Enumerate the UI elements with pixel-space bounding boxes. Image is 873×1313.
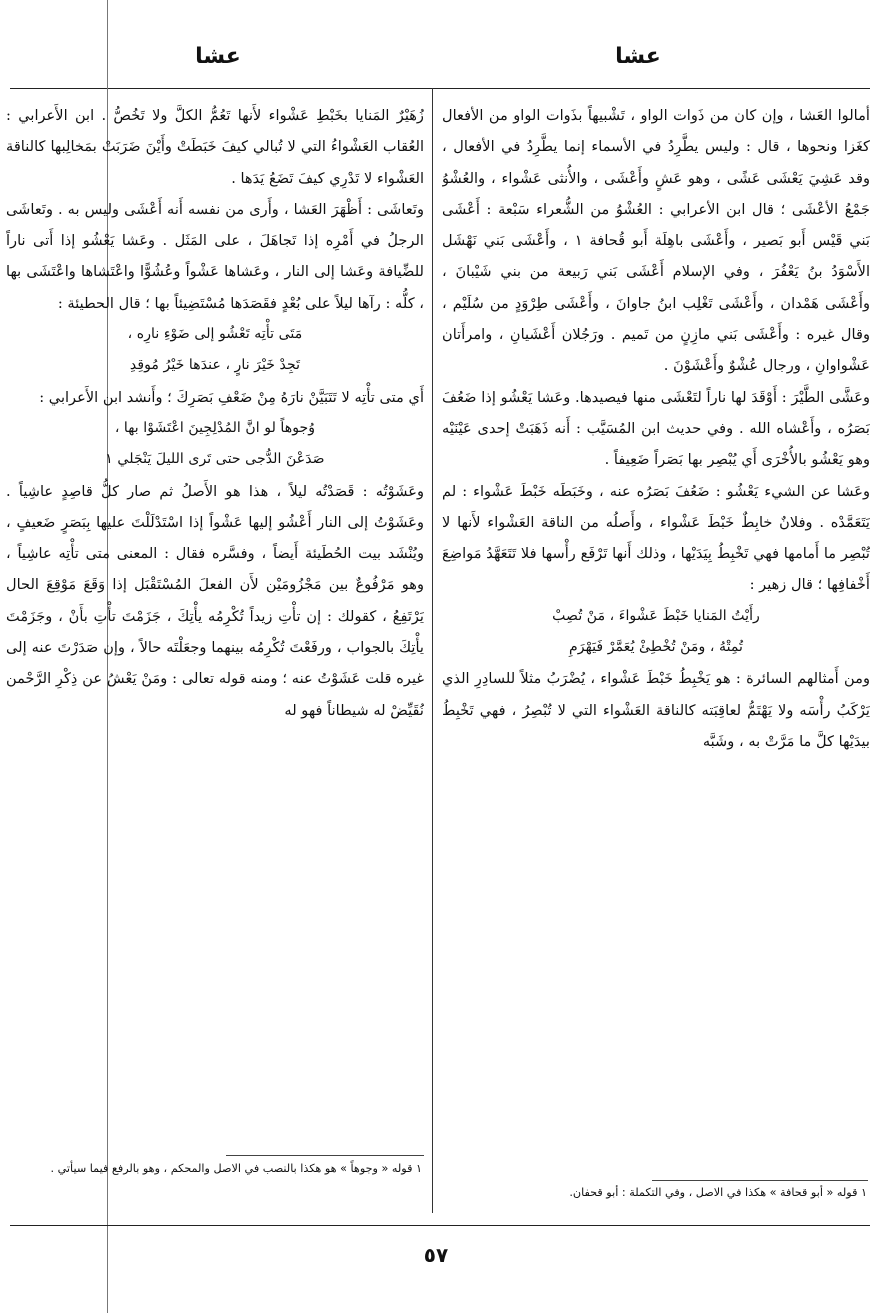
left-column [6,100,424,1162]
verse-line: وُجوهاً لو انَّ المُدْلِجِينَ اعْتَشَوْا بها ، [114,419,316,436]
column-divider [432,88,433,1213]
paragraph: وتَعاشَى : أَظْهَرَ العَشا ، وأَرى من نفسه أَنه أَعْشَى وليس به . وتَعاشَى الرجلُ في أَمْرِه إذا تَجاهَلَ ، على المَثَل . وعَشا يَعْشُو إذا أَتى ناراً للضِّيافة وعَشا إلى النار ، وعَشاها عَشْواً وعُشُوًّا واعْتَشاها واعْتَشَى بها ، كلُّه : رآها ليلاً على بُعْدٍ فقَصَدَها مُسْتَضِيئاً بها ؛ قال الحطيئة : [6,200,424,312]
paragraph: زُهَيْرٌ المَنايا بخَبْطِ عَشْواء لأَنها تَعُمُّ الكلَّ ولا تَخُصُّ . ابن الأَعرابي : العُقاب العَشْواءُ التي لا تُبالي كيفَ خَبَطَتْ وأَيْنَ ضَرَبَتْ بمَخالِبها كالناقة العَشْواء لا تَدْرِي كيفَ تَضَعُ يَدَها . [6,107,424,187]
paragraph: وعَشَّى الطَّيْرَ : أَوْقَدَ لها ناراً لتَعْشَى منها فيصيدها. وعَشا يَعْشُو إذا ضَعُفَ بَصَرُه ، وأَعْشاه الله . وفي حديث ابن المُسَيَّب : أَنه ذَهَبَتْ إحدى عَيْنَيْه وهو يَعْشُو بالأُخْرَى أَي يُبْصِر بها بَصَراً ضَعِيفاً . [442,388,870,469]
verse-line: مَتَى تأْتِه تَعْشُو إلى ضَوْءِ نارِه ، [127,326,303,343]
running-head-right: عشا [615,44,661,69]
right-column [442,100,870,1162]
paragraph: أَي متى تأْتِه لا تَتَبَيَّنْ نارَهُ مِنْ ضَعْفِ بَصَرِكَ ؛ وأَنشد ابن الأَعرابي : [39,388,424,406]
footnote: ١ قوله « أبو قحافة » هكذا في الاصل ، وفي التكملة : أبو قحفان. [569,1186,867,1199]
paragraph: ومن أَمثالهم السائرة : هو يَخْبِطُ خَبْطَ عَشْواء ، يُضْرَبُ مثلاً للسادِرِ الذي يَرْكَبُ رأْسَه ولا يَهْتَمُّ لعاقِبَته كالناقة العَشْواء التي لا تُبْصِرُ ، فهي تَخْبِطُ بيدَيْها كلَّ ما مَرَّتْ به ، وشَبَّه [442,670,870,750]
verse-line: صَدَعْنَ الدُّجى حتى تَرى الليلَ يَنْجَلي ١ [105,451,325,468]
footnote-rule [652,1180,868,1181]
verse-line: رأَيْتُ المَنايا خَبْطَ عَشْواءَ ، مَنْ تُصِبْ [552,607,760,624]
verse-line: تُمِتْهُ ، ومَنْ تُخْطِئْ يُعَمَّرْ فَيَهْرَمِ [568,639,744,656]
paragraph: وعَشا عن الشيء يَعْشُو : ضَعُفَ بَصَرُه عنه ، وخَبَطَه خَبْطَ عَشْواء : لم يَتَعَمَّدْه . وفلانٌ خابِطٌ خَبْطَ عَشْواء ، وأَصلُه من الناقة العَشْواء لأَنها لا تُبْصِر ما أَمامها فهي تَخْبِطُ بِيَدَيْها ، وذلك أَنها تَرْفَع رأْسها فلا تَتَعَهَّدُ مَواضِعَ أَخْفافِها ؛ قال زهير : [442,482,870,594]
footer-rule [10,1225,870,1226]
running-head-left: عشا [195,44,241,69]
paragraph: وعَشَوْتُه : قَصَدْتُه ليلاً ، هذا هو الأَصلُ ثم صار كلُّ قاصِدٍ عاشِياً . وعَشَوْتُ إلى النار أَعْشُو إليها عَشْواً إذا اسْتَدْلَلْتَ عليها بِبَصَرٍ ضَعيفٍ ، ويُنْشَد بيت الحُطَيئة أَيضاً ، وفسَّره فقال : المعنى متى تأْتِه عاشِياً ، وهو مَرْفُوعٌ بين مَجْزُومَيْن لأَن الفعلَ المُسْتَقْبَل إذا وَقَعَ مَوْقِعَ الحال يَرْتَفِعُ ، كقولك : إن تأْتِ زيداً تُكْرِمُه يأْتِكَ ، جَزَمْتَ تأْتِ بأَنْ ، وجَزَمْتَ يأْتِكَ بالجواب ، ورفَعْتَ تُكْرِمُه بينهما وجعَلْتَه حالاً ، وإن صَدَرْتَ عنه إلى غيره قلت عَشَوْتُ عنه ؛ ومنه قوله تعالى : ومَنْ يَعْشُ عن ذِكْرِ الرَّحْمن نُقَيِّضْ له شيطاناً فهو له [6,482,424,719]
header-rule [10,88,870,89]
paragraph: أمالوا العَشا ، وإن كان من ذَوات الواو ، تَشْبيهاً بذَوات الواو من الأفعال كغَزا ونحوها ، قال : وليس يطَّرِدُ في الأسماء إنما يطَّرِدُ في الأفعال ، وقد عَشِيَ يَعْشَى عَشًى ، وهو عَشٍ وأَعْشَى ، والأُنثى عَشْواء ، والعُشْوُ جَمْعُ الأعْشَى ؛ قال ابن الأعرابي : العُشْوُ من الشُّعراء سَبْعة : أَعْشَى بَني قَيْس أَبو بَصير ، وأَعْشَى باهِلَة أَبو قُحافة ١ ، وأَعْشَى بَني نَهْشَل الأَسْوَدُ بنُ يَعْفُرَ ، وفي الإسلام أَعْشَى بَني رَبيعة من بني شَيْبانَ ، وأَعْشَى هَمْدان ، وأَعْشَى تَغْلِب ابنُ جاوانَ ، وأَعْشَى طِرْوَدٍ من سُلَيْم ، وقال غيره : وأَعْشَى بَني مازِنٍ من تَميم . ورَجُلان أَعْشَيانِ ، وامرأَتان عَشْواوانِ ، ورجال عُشْوٌ وأَعْشَوْنَ . [442,107,870,375]
page-number: ٥٧ [423,1243,449,1267]
verse-line: تَجِدْ خَيْرَ نارٍ ، عندَها خَيْرُ مُوقِدِ [129,357,301,374]
footnote: ١ قوله « وجوهاً » هو هكذا بالنصب في الاصل والمحكم ، وهو بالرفع فيما سيأتي . [50,1162,422,1175]
footnote-rule [226,1155,424,1156]
